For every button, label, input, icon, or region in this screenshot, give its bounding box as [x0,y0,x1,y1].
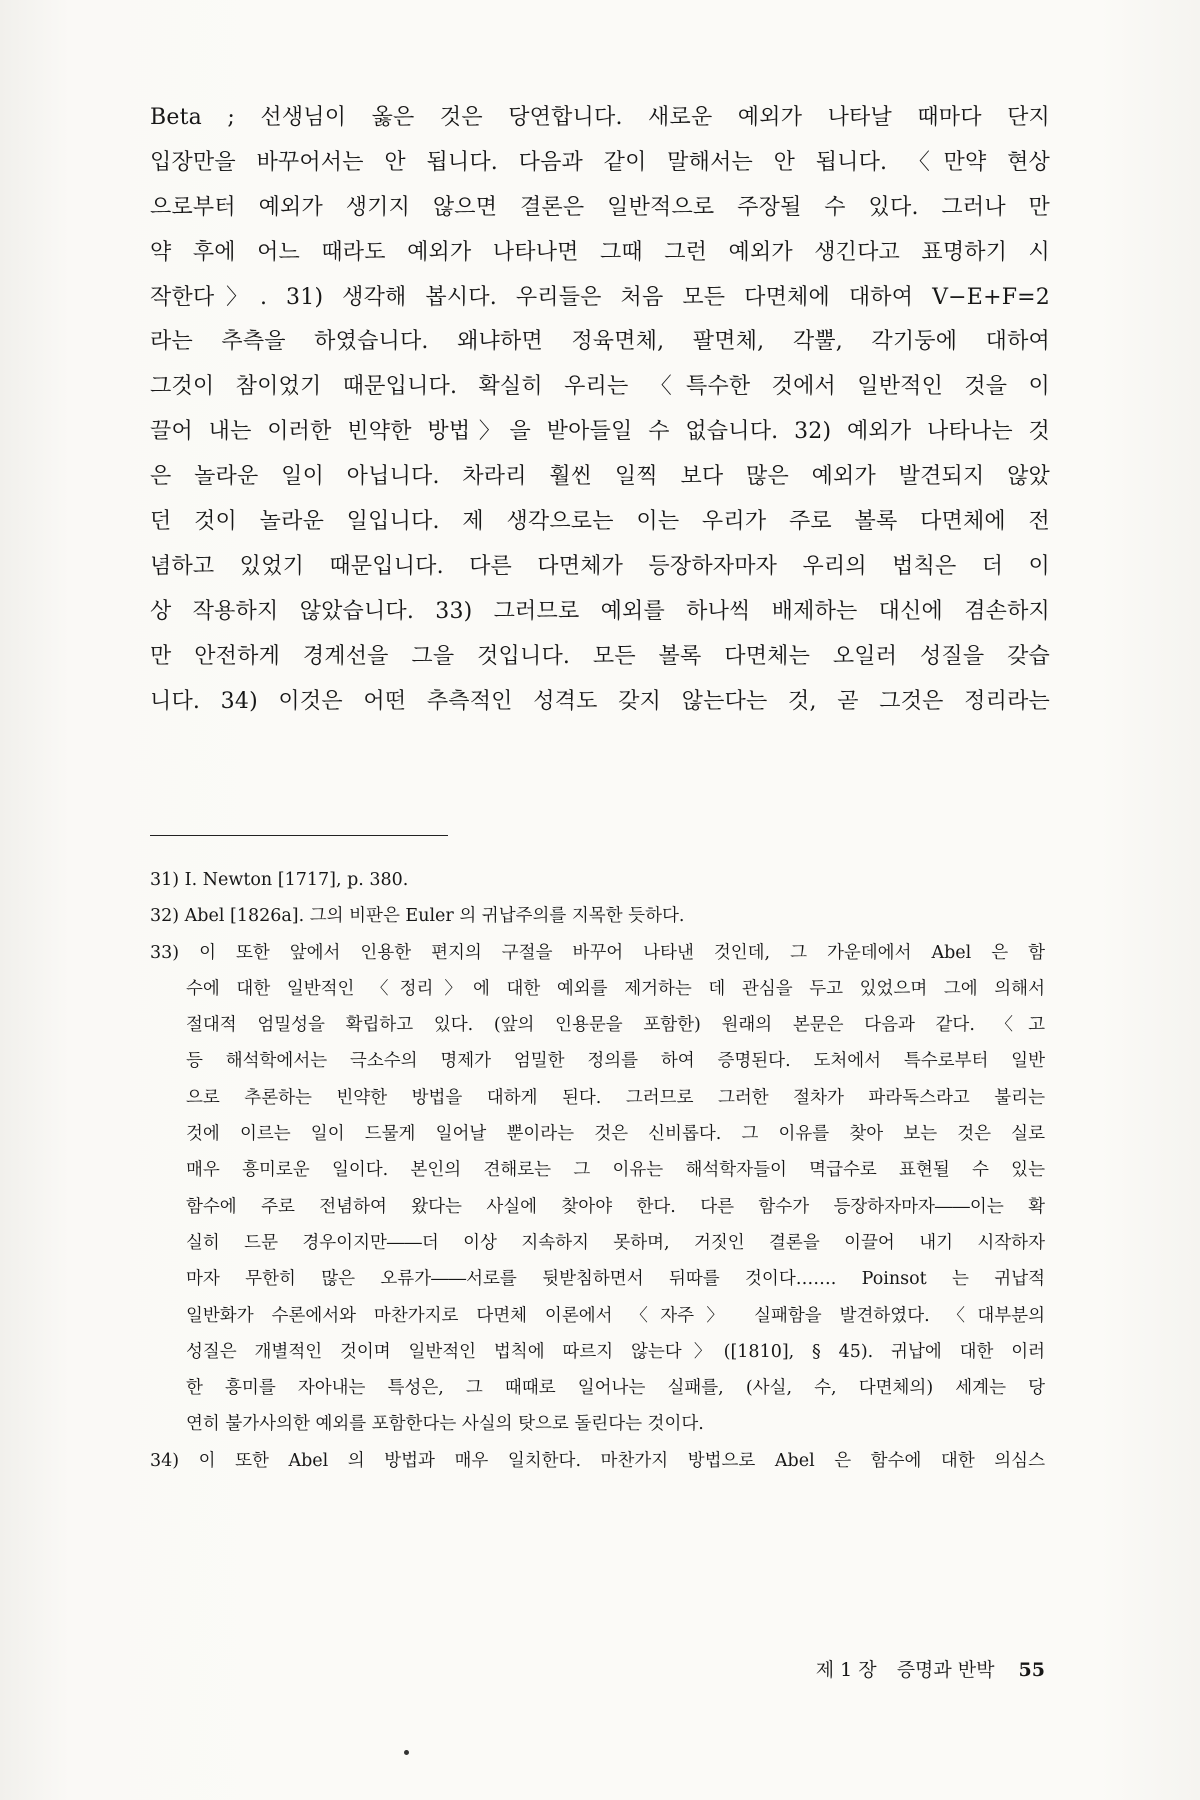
footnote-separator [150,835,448,836]
footnote-33-line: 것에 이르는 일이 드물게 일어날 뿐이라는 것은 신비롭다. 그 이유를 찾아 보는 것은 실로 [186,1124,1045,1145]
footnote-33-line: 절대적 엄밀성을 확립하고 있다. (앞의 인용문을 포함한) 원래의 본문은 다음과 같다. 〈고 [186,1015,1045,1036]
footnote-33-line: 수에 대한 일반적인 〈정리〉에 대한 예외를 제거하는 데 관심을 두고 있었으며 그에 의해서 [186,978,1045,999]
body-line: 상 작용하지 않았습니다. 33) 그러므로 예외를 하나씩 배제하는 대신에 겸손하지 [150,598,1050,624]
footnote-33-line: 한 흥미를 자아내는 특성은, 그 때때로 일어나는 실패를, (사실, 수, 다면체의) 세계는 당 [186,1378,1045,1399]
footnote-32: 32) Abel [1826a]. 그의 비판은 Euler 의 귀납주의를 지목한 듯하다. [150,906,685,927]
page-footer [745,1650,1045,1690]
body-line: 던 것이 놀라운 일입니다. 제 생각으로는 이는 우리가 주로 볼록 다면체에 전 [150,509,1050,535]
footnote-34: 34) 이 또한 Abel 의 방법과 매우 일치한다. 마찬가지 방법으로 Abel 은 함수에 대한 의심스 [150,1450,1045,1471]
page-number: 55 [1018,1659,1045,1681]
footnote-33-line: 일반화가 수론에서와 마찬가지로 다면체 이론에서 〈자주〉 실패함을 발견하였다. 〈대부분의 [186,1305,1045,1326]
body-line: 작한다〉. 31) 생각해 봅시다. 우리들은 처음 모든 다면체에 대하여 V−E+F=2 [150,284,1050,310]
footnote-33-line: 33) 이 또한 앞에서 인용한 편지의 구절을 바꾸어 나타낸 것인데, 그 가운데에서 Abel 은 함 [150,942,1045,963]
body-line: 념하고 있었기 때문입니다. 다른 다면체가 등장하자마자 우리의 법칙은 더 이 [150,553,1050,579]
chapter-number: 제 1 장 [815,1659,877,1681]
footnote-33-line: 매우 흥미로운 일이다. 본인의 견해로는 그 이유는 해석학자들이 멱급수로 표현될 수 있는 [186,1160,1045,1181]
body-line: 끌어 내는 이러한 빈약한 방법〉을 받아들일 수 없습니다. 32) 예외가 나타나는 것 [150,419,1050,445]
main-body-text [150,96,1050,724]
footnotes-section [150,862,1045,1479]
body-line: 입장만을 바꾸어서는 안 됩니다. 다음과 같이 말해서는 안 됩니다. 〈만약 현상 [150,149,1050,175]
footnote-33-line: 마자 무한히 많은 오류가――서로를 뒷받침하면서 뒤따를 것이다……. Poinsot 는 귀납적 [186,1269,1045,1290]
body-line: Beta ; 선생님이 옳은 것은 당연합니다. 새로운 예외가 나타날 때마다 단지 [150,105,1050,130]
footnote-33-line: 으로 추론하는 빈약한 방법을 대하게 된다. 그러므로 그러한 절차가 파라독스라고 불리는 [186,1087,1045,1108]
body-line: 라는 추측을 하였습니다. 왜냐하면 정육면체, 팔면체, 각뿔, 각기둥에 대하여 [150,329,1050,355]
footnote-33-line: 성질은 개별적인 것이며 일반적인 법칙에 따르지 않는다〉([1810], § 45). 귀납에 대한 이러 [186,1341,1045,1362]
body-line: 니다. 34) 이것은 어떤 추측적인 성격도 갖지 않는다는 것, 곧 그것은 정리라는 [150,688,1050,714]
footnote-31: 31) I. Newton [1717], p. 380. [150,870,409,890]
body-line: 만 안전하게 경계선을 그을 것입니다. 모든 볼록 다면체는 오일러 성질을 갖습 [150,643,1050,669]
body-line: 으로부터 예외가 생기지 않으면 결론은 일반적으로 주장될 수 있다. 그러나 만 [150,194,1050,220]
footnote-33-line: 등 해석학에서는 극소수의 명제가 엄밀한 정의를 하여 증명된다. 도처에서 특수로부터 일반 [186,1051,1045,1072]
scan-speck [404,1750,409,1755]
footnote-33-line: 함수에 주로 전념하여 왔다는 사실에 찾아야 한다. 다른 함수가 등장하자마자――이는 확 [186,1196,1045,1217]
body-line: 그것이 참이었기 때문입니다. 확실히 우리는 〈특수한 것에서 일반적인 것을 이 [150,374,1050,400]
body-line: 은 놀라운 일이 아닙니다. 차라리 훨씬 일찍 보다 많은 예외가 발견되지 않았 [150,464,1050,490]
body-line: 약 후에 어느 때라도 예외가 나타나면 그때 그런 예외가 생긴다고 표명하기 시 [150,239,1050,265]
chapter-title: 증명과 반박 [896,1659,995,1681]
footnote-33-line: 실히 드문 경우이지만――더 이상 지속하지 못하며, 거짓인 결론을 이끌어 내기 시작하자 [186,1232,1045,1253]
footnote-33-line: 연히 불가사의한 예외를 포함한다는 사실의 탓으로 돌린다는 것이다. [186,1414,704,1435]
